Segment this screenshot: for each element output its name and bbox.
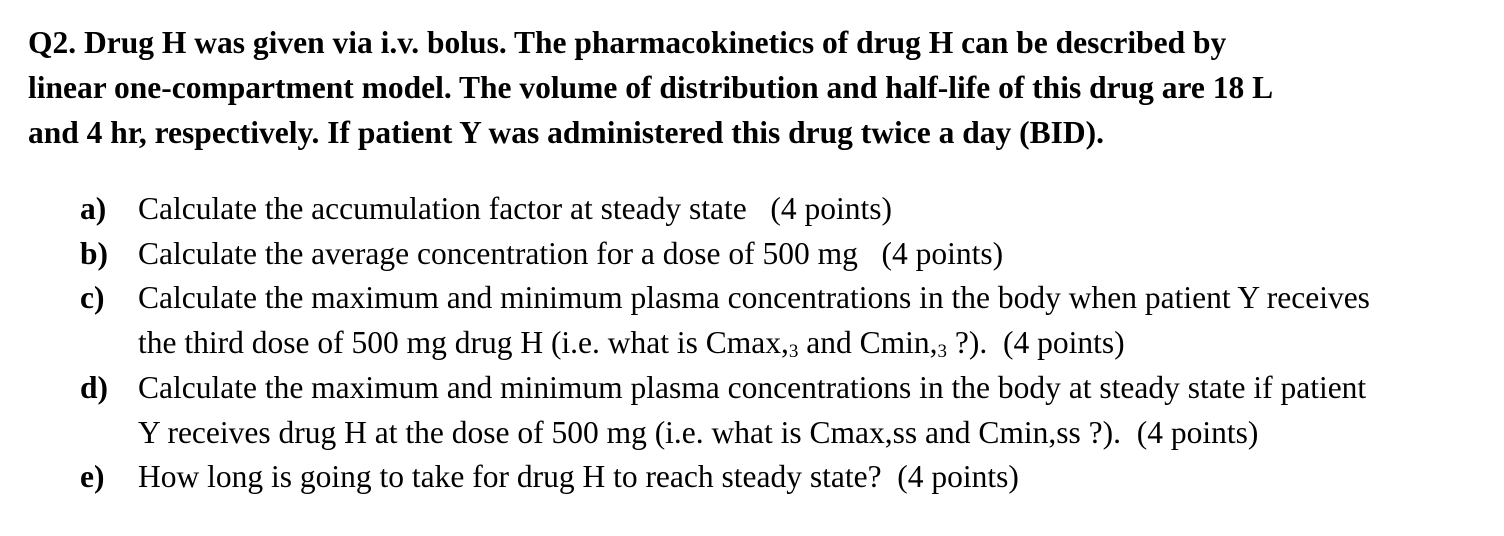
list-item-text: How long is going to take for drug H to reach steady state? (4 points) — [138, 459, 1019, 495]
list-item-text-segment: and Cmin, — [798, 325, 938, 361]
list-item-d — [80, 366, 1480, 455]
list-item-text: Calculate the maximum and minimum plasma concentrations in the body when patient Y receives — [138, 280, 1370, 316]
list-item-text-segment: ?). (4 points) — [947, 325, 1125, 361]
list-item-e — [80, 455, 1480, 500]
question-line: linear one-compartment model. The volume of distribution and half-life of this drug are 18 L — [28, 70, 1274, 105]
list-marker: a) — [80, 191, 107, 226]
list-marker: d) — [80, 369, 109, 405]
list-item-text-segment: the third dose of 500 mg drug H (i.e. what is Cmax, — [138, 325, 789, 361]
list-item-b — [80, 232, 1480, 277]
subscript: 3 — [937, 341, 948, 363]
list-item-text: Calculate the average concentration for a dose of 500 mg (4 points) — [138, 235, 1004, 271]
list-marker: b) — [80, 235, 109, 271]
list-item-text — [138, 321, 1480, 366]
question-parts-list — [80, 187, 1480, 500]
list-item-text: Calculate the accumulation factor at steady state (4 points) — [138, 191, 892, 226]
question-heading — [28, 20, 1468, 155]
subscript: 3 — [788, 341, 799, 363]
question-line: and 4 hr, respectively. If patient Y was administered this drug twice a day (BID). — [28, 115, 1104, 150]
list-marker: c) — [80, 280, 105, 316]
question-line: Q2. Drug H was given via i.v. bolus. The pharmacokinetics of drug H can be described by — [28, 25, 1227, 60]
list-item-text: Y receives drug H at the dose of 500 mg (i.e. what is Cmax,ss and Cmin,ss ?). (4 points) — [138, 414, 1259, 450]
list-item-c — [80, 276, 1480, 365]
list-marker: e) — [80, 459, 105, 495]
list-item-text: Calculate the maximum and minimum plasma concentrations in the body at steady state if patient — [138, 369, 1367, 405]
list-item-a — [80, 187, 1480, 232]
